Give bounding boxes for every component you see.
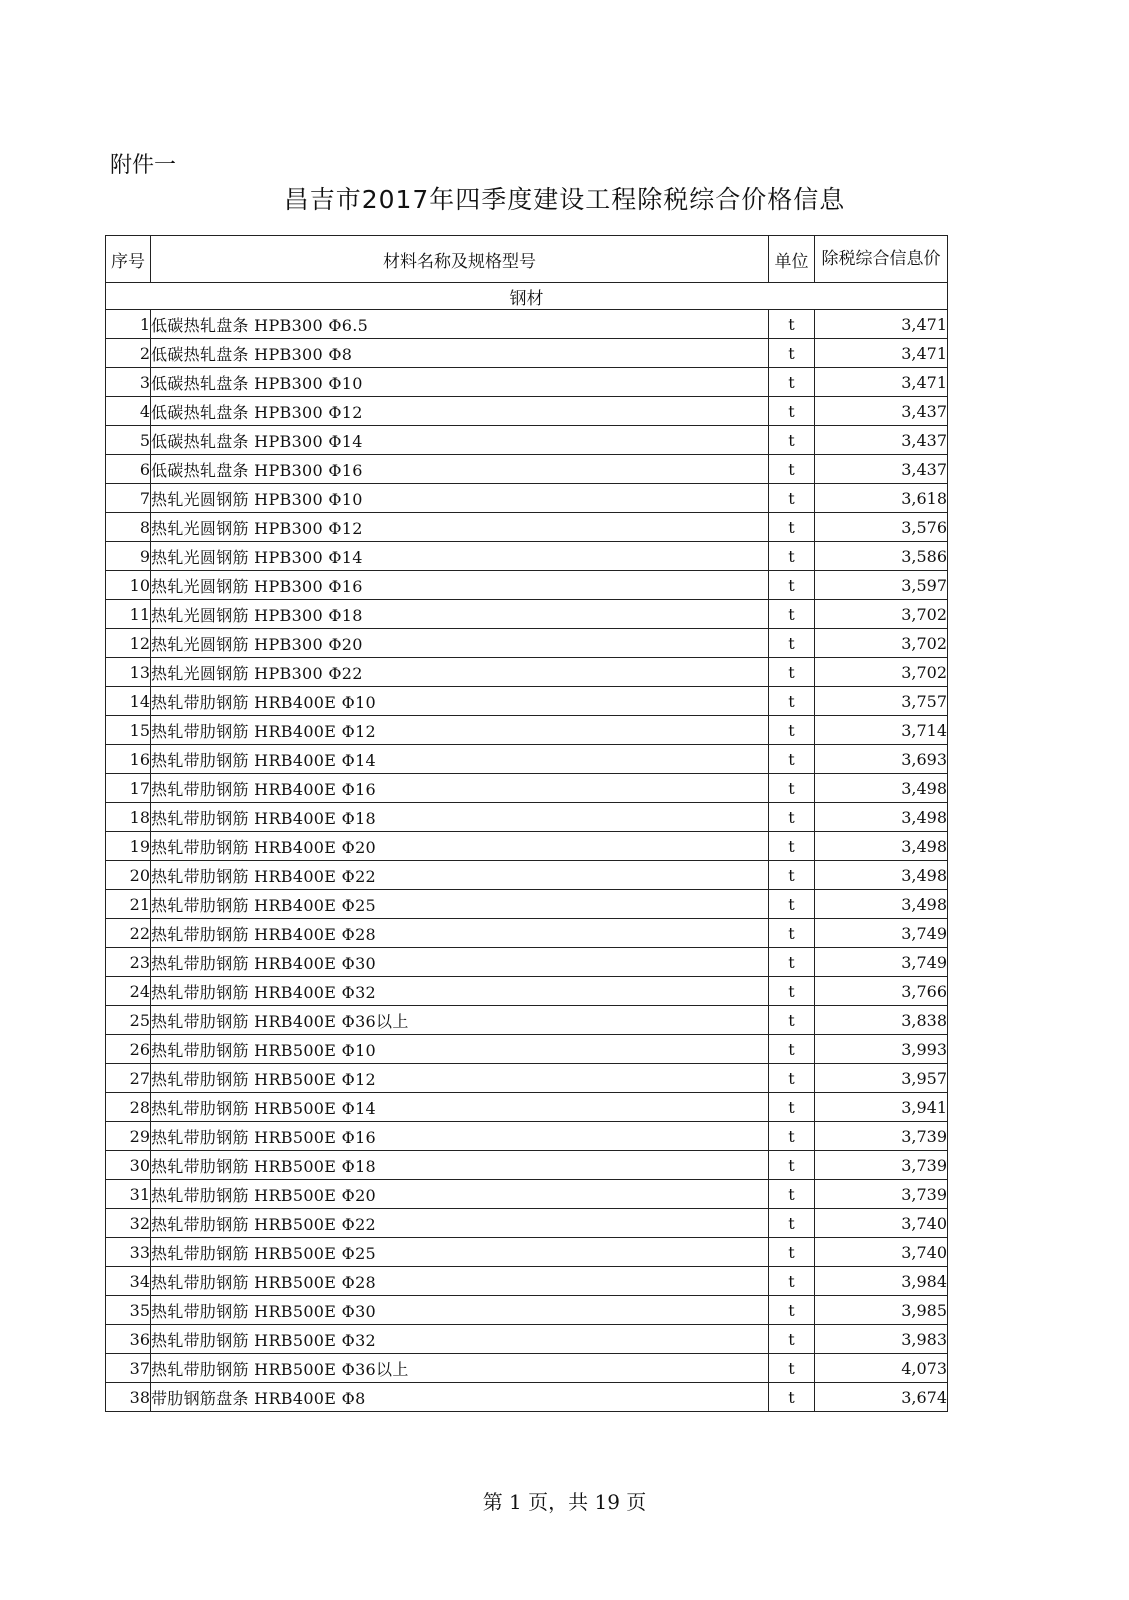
row-unit: t — [769, 455, 815, 484]
row-unit: t — [769, 629, 815, 658]
row-number: 14 — [106, 687, 151, 716]
row-price: 3,740 — [815, 1209, 948, 1238]
row-price: 3,471 — [815, 368, 948, 397]
row-material-name: 热轧带肋钢筋 HRB400E Φ22 — [151, 861, 769, 890]
row-material-name: 热轧光圆钢筋 HPB300 Φ12 — [151, 513, 769, 542]
table-header-row — [106, 236, 948, 283]
row-material-name: 热轧光圆钢筋 HPB300 Φ14 — [151, 542, 769, 571]
table-row — [106, 1006, 948, 1035]
row-price: 3,941 — [815, 1093, 948, 1122]
row-unit: t — [769, 1035, 815, 1064]
table-row — [106, 919, 948, 948]
row-unit: t — [769, 1006, 815, 1035]
row-material-name: 热轧带肋钢筋 HRB500E Φ28 — [151, 1267, 769, 1296]
row-price: 3,576 — [815, 513, 948, 542]
row-number: 35 — [106, 1296, 151, 1325]
row-price: 4,073 — [815, 1354, 948, 1383]
row-material-name: 热轧带肋钢筋 HRB500E Φ20 — [151, 1180, 769, 1209]
row-unit: t — [769, 1325, 815, 1354]
row-number: 21 — [106, 890, 151, 919]
row-material-name: 热轧带肋钢筋 HRB500E Φ10 — [151, 1035, 769, 1064]
row-unit: t — [769, 310, 815, 339]
row-unit: t — [769, 1354, 815, 1383]
row-number: 11 — [106, 600, 151, 629]
row-number: 34 — [106, 1267, 151, 1296]
row-material-name: 热轧带肋钢筋 HRB400E Φ36以上 — [151, 1006, 769, 1035]
row-price: 3,749 — [815, 948, 948, 977]
row-unit: t — [769, 339, 815, 368]
row-material-name: 热轧带肋钢筋 HRB400E Φ10 — [151, 687, 769, 716]
row-number: 15 — [106, 716, 151, 745]
table-row — [106, 397, 948, 426]
row-unit: t — [769, 600, 815, 629]
row-price: 3,597 — [815, 571, 948, 600]
table-row — [106, 948, 948, 977]
table-row — [106, 1238, 948, 1267]
table-row — [106, 484, 948, 513]
header-unit: 单位 — [769, 236, 815, 283]
row-material-name: 热轧带肋钢筋 HRB500E Φ18 — [151, 1151, 769, 1180]
page-footer: 第 1 页，共 19 页 — [482, 1490, 647, 1514]
table-row — [106, 1383, 948, 1412]
row-unit: t — [769, 774, 815, 803]
row-number: 16 — [106, 745, 151, 774]
row-number: 12 — [106, 629, 151, 658]
row-number: 17 — [106, 774, 151, 803]
table-row — [106, 745, 948, 774]
table-row — [106, 1122, 948, 1151]
row-price: 3,702 — [815, 629, 948, 658]
row-material-name: 低碳热轧盘条 HPB300 Φ6.5 — [151, 310, 769, 339]
row-price: 3,498 — [815, 890, 948, 919]
row-number: 26 — [106, 1035, 151, 1064]
header-no: 序号 — [106, 236, 151, 283]
row-material-name: 热轧带肋钢筋 HRB500E Φ30 — [151, 1296, 769, 1325]
row-material-name: 热轧带肋钢筋 HRB400E Φ20 — [151, 832, 769, 861]
row-material-name: 热轧带肋钢筋 HRB500E Φ22 — [151, 1209, 769, 1238]
row-unit: t — [769, 803, 815, 832]
table-row — [106, 1325, 948, 1354]
row-material-name: 热轧带肋钢筋 HRB400E Φ28 — [151, 919, 769, 948]
row-unit: t — [769, 1296, 815, 1325]
row-number: 7 — [106, 484, 151, 513]
table-row — [106, 658, 948, 687]
row-number: 3 — [106, 368, 151, 397]
row-unit: t — [769, 977, 815, 1006]
row-number: 13 — [106, 658, 151, 687]
table-row — [106, 310, 948, 339]
table-row — [106, 1354, 948, 1383]
row-unit: t — [769, 1209, 815, 1238]
row-number: 20 — [106, 861, 151, 890]
row-price: 3,437 — [815, 426, 948, 455]
row-unit: t — [769, 1093, 815, 1122]
table-row — [106, 861, 948, 890]
row-price: 3,740 — [815, 1238, 948, 1267]
table-row — [106, 629, 948, 658]
row-unit: t — [769, 426, 815, 455]
row-number: 38 — [106, 1383, 151, 1412]
row-price: 3,739 — [815, 1122, 948, 1151]
table-row — [106, 1296, 948, 1325]
row-number: 30 — [106, 1151, 151, 1180]
header-name: 材料名称及规格型号 — [151, 236, 769, 283]
section-row — [106, 283, 948, 310]
row-unit: t — [769, 368, 815, 397]
row-unit: t — [769, 890, 815, 919]
row-price: 3,739 — [815, 1180, 948, 1209]
table-row — [106, 600, 948, 629]
row-price: 3,739 — [815, 1151, 948, 1180]
row-price: 3,498 — [815, 803, 948, 832]
row-price: 3,693 — [815, 745, 948, 774]
row-unit: t — [769, 571, 815, 600]
row-material-name: 低碳热轧盘条 HPB300 Φ12 — [151, 397, 769, 426]
row-price: 3,993 — [815, 1035, 948, 1064]
row-material-name: 热轧带肋钢筋 HRB400E Φ30 — [151, 948, 769, 977]
row-material-name: 热轧带肋钢筋 HRB500E Φ12 — [151, 1064, 769, 1093]
row-unit: t — [769, 1267, 815, 1296]
row-material-name: 热轧带肋钢筋 HRB500E Φ14 — [151, 1093, 769, 1122]
row-unit: t — [769, 484, 815, 513]
row-unit: t — [769, 1122, 815, 1151]
row-material-name: 热轧带肋钢筋 HRB400E Φ16 — [151, 774, 769, 803]
row-number: 29 — [106, 1122, 151, 1151]
row-material-name: 热轧带肋钢筋 HRB400E Φ18 — [151, 803, 769, 832]
row-price: 3,838 — [815, 1006, 948, 1035]
row-number: 25 — [106, 1006, 151, 1035]
row-material-name: 热轧光圆钢筋 HPB300 Φ18 — [151, 600, 769, 629]
row-number: 37 — [106, 1354, 151, 1383]
row-material-name: 热轧光圆钢筋 HPB300 Φ16 — [151, 571, 769, 600]
row-number: 32 — [106, 1209, 151, 1238]
row-unit: t — [769, 658, 815, 687]
row-material-name: 热轧带肋钢筋 HRB400E Φ12 — [151, 716, 769, 745]
row-price: 3,674 — [815, 1383, 948, 1412]
row-material-name: 低碳热轧盘条 HPB300 Φ8 — [151, 339, 769, 368]
row-price: 3,702 — [815, 658, 948, 687]
row-unit: t — [769, 1383, 815, 1412]
row-material-name: 低碳热轧盘条 HPB300 Φ14 — [151, 426, 769, 455]
row-unit: t — [769, 542, 815, 571]
row-number: 23 — [106, 948, 151, 977]
row-price: 3,437 — [815, 397, 948, 426]
row-material-name: 热轧带肋钢筋 HRB500E Φ25 — [151, 1238, 769, 1267]
row-number: 10 — [106, 571, 151, 600]
attachment-label: 附件一 — [110, 153, 177, 178]
row-number: 31 — [106, 1180, 151, 1209]
row-number: 18 — [106, 803, 151, 832]
row-price: 3,766 — [815, 977, 948, 1006]
table-row — [106, 687, 948, 716]
row-price: 3,985 — [815, 1296, 948, 1325]
row-material-name: 带肋钢筋盘条 HRB400E Φ8 — [151, 1383, 769, 1412]
table-row — [106, 1064, 948, 1093]
row-unit: t — [769, 861, 815, 890]
section-label: 钢材 — [106, 283, 948, 310]
row-price: 3,984 — [815, 1267, 948, 1296]
row-price: 3,749 — [815, 919, 948, 948]
row-unit: t — [769, 397, 815, 426]
row-unit: t — [769, 687, 815, 716]
row-price: 3,498 — [815, 861, 948, 890]
row-material-name: 热轧光圆钢筋 HPB300 Φ22 — [151, 658, 769, 687]
table-row — [106, 774, 948, 803]
table-row — [106, 1035, 948, 1064]
row-number: 1 — [106, 310, 151, 339]
row-material-name: 热轧光圆钢筋 HPB300 Φ20 — [151, 629, 769, 658]
table-row — [106, 542, 948, 571]
row-price: 3,498 — [815, 774, 948, 803]
row-unit: t — [769, 1151, 815, 1180]
table-row — [106, 571, 948, 600]
row-number: 5 — [106, 426, 151, 455]
row-number: 9 — [106, 542, 151, 571]
table-row — [106, 716, 948, 745]
table-row — [106, 455, 948, 484]
row-unit: t — [769, 948, 815, 977]
row-price: 3,498 — [815, 832, 948, 861]
row-price: 3,471 — [815, 339, 948, 368]
row-material-name: 低碳热轧盘条 HPB300 Φ10 — [151, 368, 769, 397]
row-price: 3,437 — [815, 455, 948, 484]
row-number: 2 — [106, 339, 151, 368]
row-number: 33 — [106, 1238, 151, 1267]
table-row — [106, 1151, 948, 1180]
table-row — [106, 1093, 948, 1122]
row-number: 27 — [106, 1064, 151, 1093]
row-price: 3,618 — [815, 484, 948, 513]
row-material-name: 热轧光圆钢筋 HPB300 Φ10 — [151, 484, 769, 513]
row-material-name: 低碳热轧盘条 HPB300 Φ16 — [151, 455, 769, 484]
row-unit: t — [769, 1238, 815, 1267]
row-number: 4 — [106, 397, 151, 426]
row-price: 3,757 — [815, 687, 948, 716]
price-table — [105, 235, 948, 1412]
table-row — [106, 832, 948, 861]
row-price: 3,586 — [815, 542, 948, 571]
row-price: 3,702 — [815, 600, 948, 629]
row-unit: t — [769, 745, 815, 774]
row-unit: t — [769, 1180, 815, 1209]
table-row — [106, 1180, 948, 1209]
row-number: 8 — [106, 513, 151, 542]
table-row — [106, 1267, 948, 1296]
row-unit: t — [769, 832, 815, 861]
table-row — [106, 513, 948, 542]
row-number: 28 — [106, 1093, 151, 1122]
table-row — [106, 890, 948, 919]
row-material-name: 热轧带肋钢筋 HRB500E Φ36以上 — [151, 1354, 769, 1383]
row-material-name: 热轧带肋钢筋 HRB400E Φ14 — [151, 745, 769, 774]
row-price: 3,983 — [815, 1325, 948, 1354]
row-price: 3,471 — [815, 310, 948, 339]
page-title: 昌吉市2017年四季度建设工程除税综合价格信息 — [283, 185, 846, 214]
table-row — [106, 339, 948, 368]
row-material-name: 热轧带肋钢筋 HRB500E Φ32 — [151, 1325, 769, 1354]
row-unit: t — [769, 1064, 815, 1093]
row-material-name: 热轧带肋钢筋 HRB400E Φ25 — [151, 890, 769, 919]
row-material-name: 热轧带肋钢筋 HRB500E Φ16 — [151, 1122, 769, 1151]
row-number: 36 — [106, 1325, 151, 1354]
table-row — [106, 426, 948, 455]
table-row — [106, 977, 948, 1006]
row-unit: t — [769, 919, 815, 948]
row-unit: t — [769, 513, 815, 542]
table-row — [106, 803, 948, 832]
row-number: 19 — [106, 832, 151, 861]
row-number: 24 — [106, 977, 151, 1006]
row-unit: t — [769, 716, 815, 745]
row-material-name: 热轧带肋钢筋 HRB400E Φ32 — [151, 977, 769, 1006]
table-row — [106, 368, 948, 397]
row-price: 3,957 — [815, 1064, 948, 1093]
header-price: 除税综合信息价 — [815, 236, 948, 283]
table-row — [106, 1209, 948, 1238]
row-number: 6 — [106, 455, 151, 484]
row-number: 22 — [106, 919, 151, 948]
row-price: 3,714 — [815, 716, 948, 745]
